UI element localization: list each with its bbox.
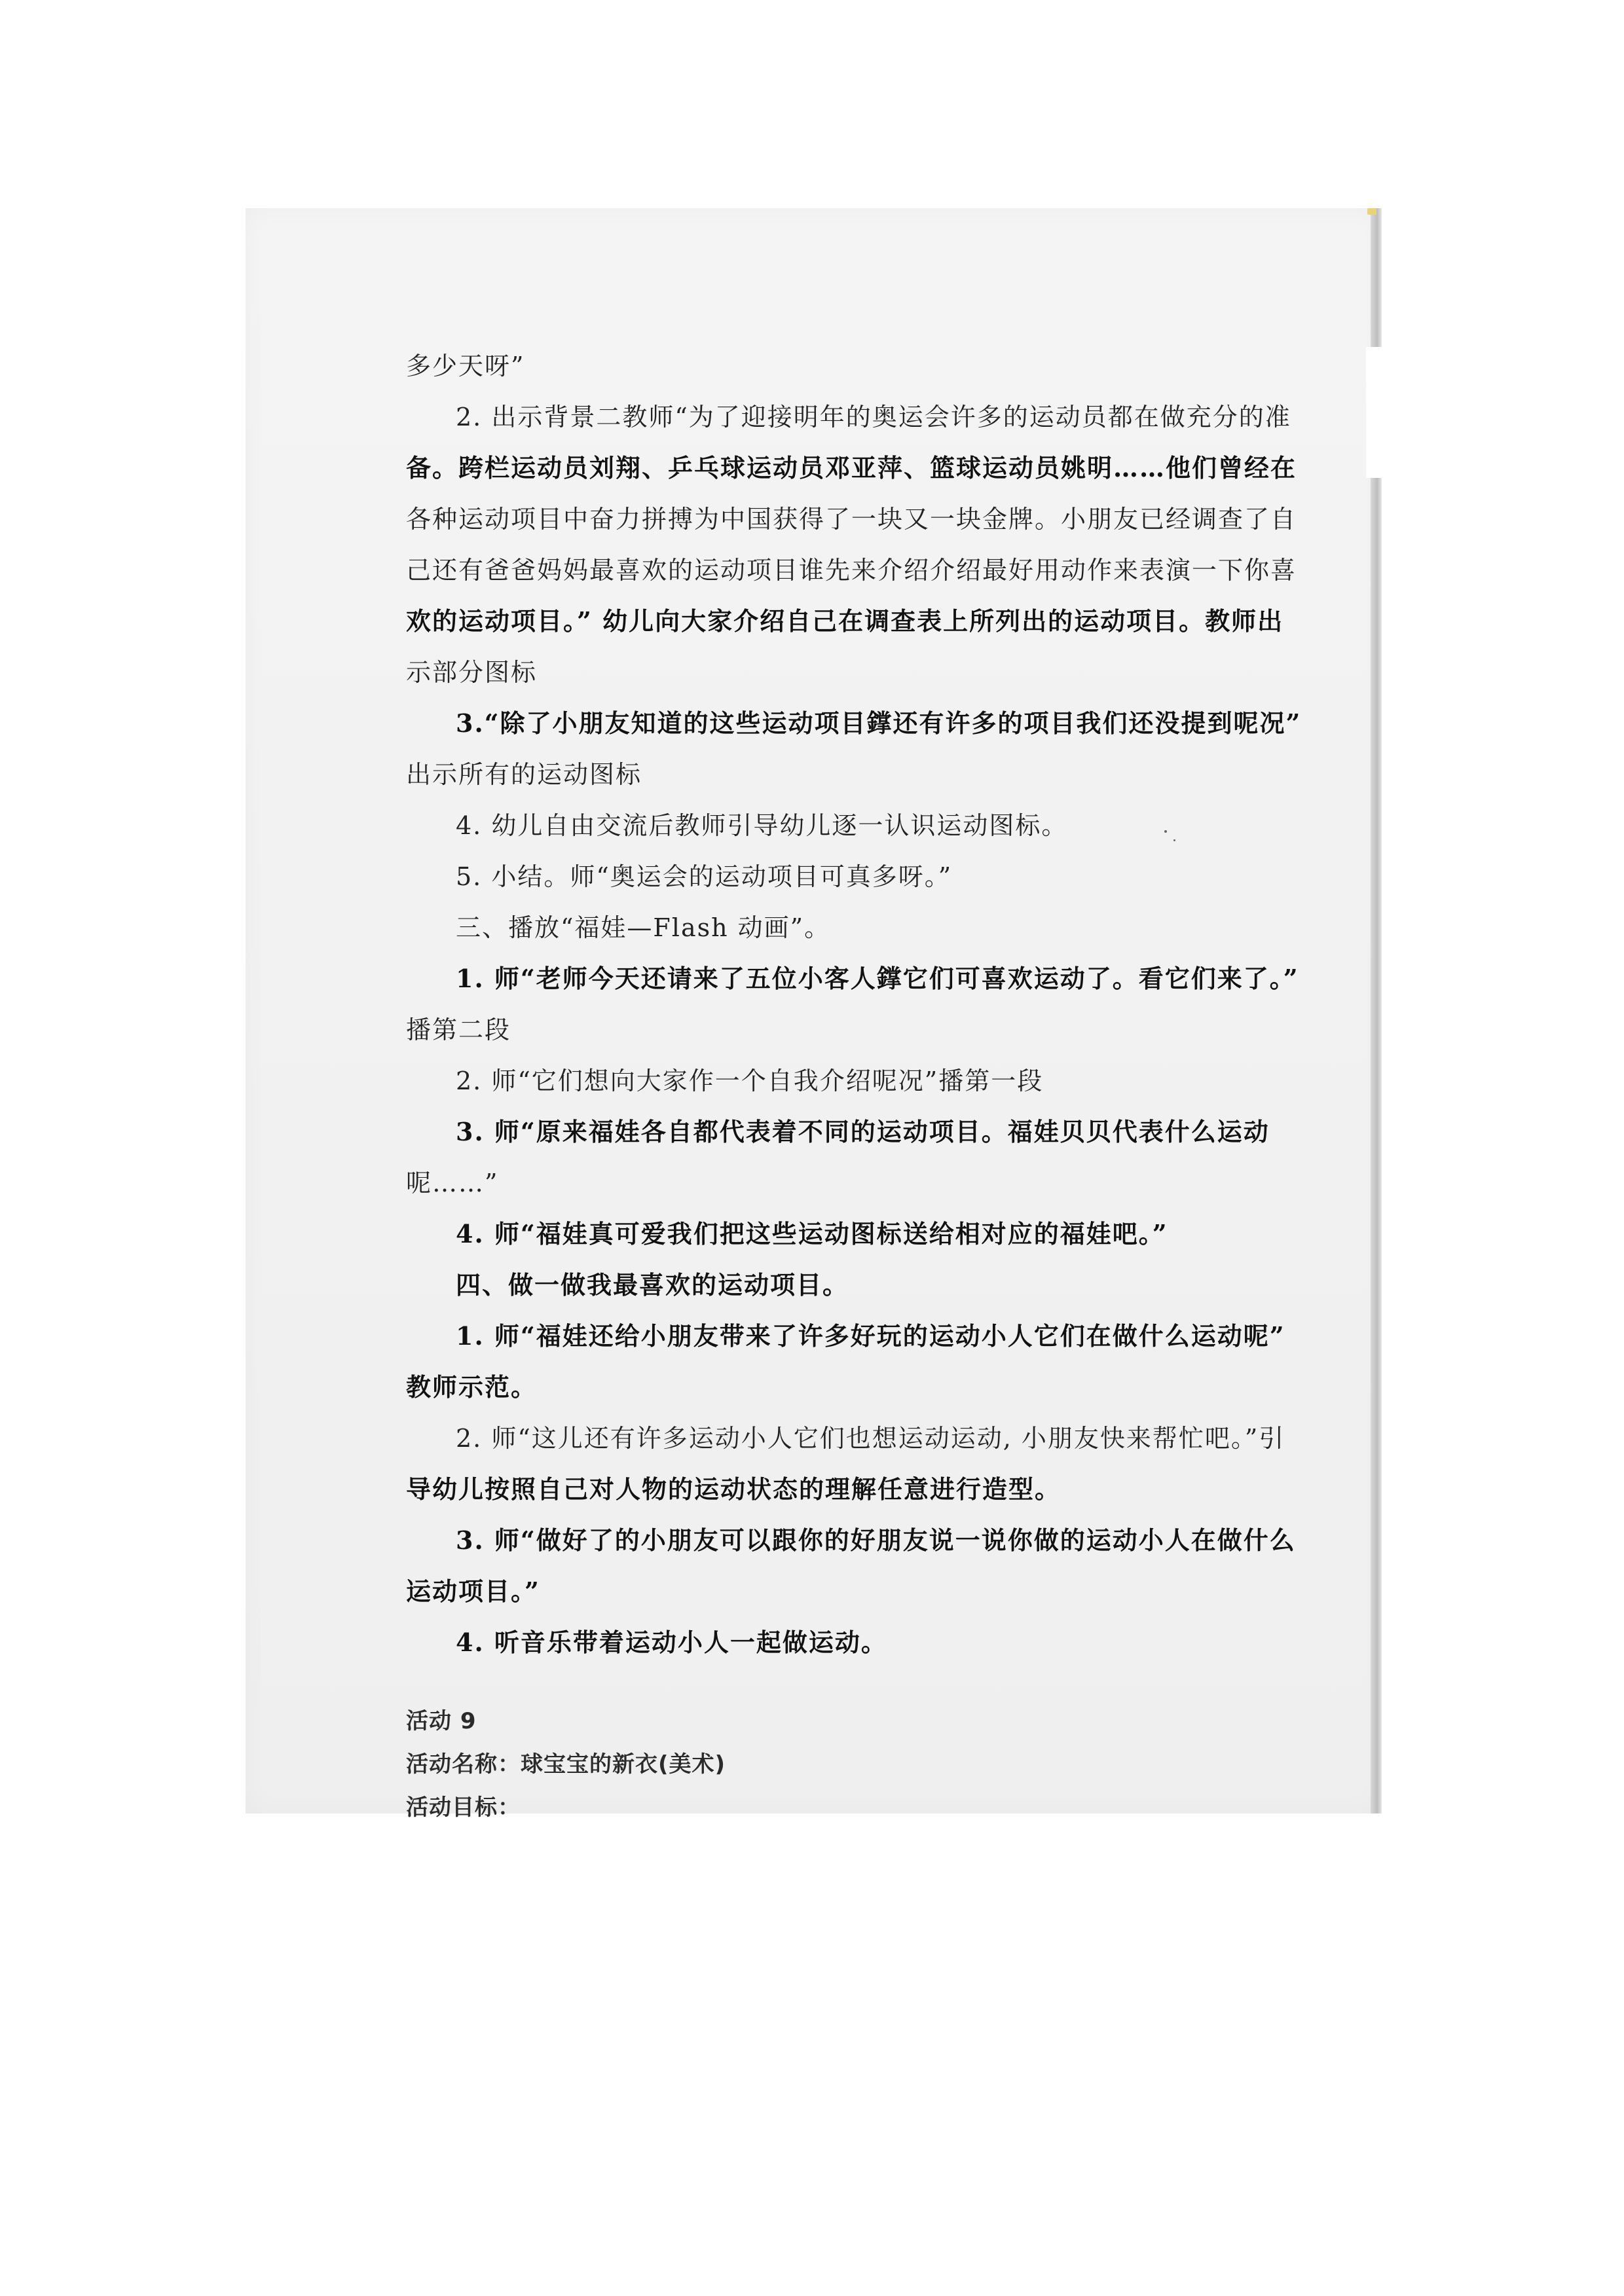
section-gap (406, 1668, 1270, 1700)
scan-edge-notch (1366, 347, 1382, 478)
text-line: 4. 幼儿自由交流后教师引导幼儿逐一认识运动图标。 (456, 811, 1068, 840)
text-line: 3.“除了小朋友知道的这些运动项目鐣还有许多的项目我们还没提到呢况” (456, 708, 1302, 738)
text-line: 备。跨栏运动员刘翔、乒乓球运动员邓亚萍、篮球运动员姚明……他们曾经在 (406, 453, 1297, 483)
activity-number: 活动 9 (406, 1708, 477, 1734)
text-line: 示部分图标 (406, 658, 538, 687)
text-line: 1. 师“老师今天还请来了五位小客人鐣它们可喜欢运动了。看它们来了。” (456, 964, 1299, 993)
activity-goal: 活动目标： (406, 1795, 521, 1821)
text-line: 各种运动项目中奋力拼搏为中国获得了一块又一块金牌。小朋友已经调查了自 (406, 505, 1297, 534)
text-line: 2. 师“它们想向大家作一个自我介绍呢况”播第一段 (456, 1066, 1044, 1095)
text-line: 1. 师“福娃还给小朋友带来了许多好玩的运动小人它们在做什么运动呢” (456, 1321, 1285, 1351)
text-line: 5. 小结。师“奥运会的运动项目可真多呀。” (456, 862, 953, 891)
text-line: 四、做一做我最喜欢的运动项目。 (456, 1270, 849, 1300)
text-line: 2. 出示背景二教师“为了迎接明年的奥运会许多的运动员都在做充分的准 (456, 403, 1291, 431)
text-line: 4. 听音乐带着运动小人一起做运动。 (456, 1628, 887, 1657)
text-line: 呢……” (406, 1169, 499, 1197)
text-line: 4. 师“福娃真可爱我们把这些运动图标送给相对应的福娃吧。” (456, 1219, 1168, 1248)
corner-mark (1367, 208, 1376, 215)
text-line: 三、播放“福娃—Flash 动画”。 (456, 913, 831, 942)
text-line: 己还有爸爸妈妈最喜欢的运动项目谁先来介绍介绍最好用动作来表演一下你喜 (406, 556, 1297, 585)
text-line: 播第二段 (406, 1015, 511, 1044)
text-line: 3. 师“做好了的小朋友可以跟你的好朋友说一说你做的运动小人在做什么 (456, 1525, 1296, 1555)
text-line: 欢的运动项目。” 幼儿向大家介绍自己在调查表上所列出的运动项目。教师出 (406, 606, 1284, 636)
text-line: 2. 师“这儿还有许多运动小人它们也想运动运动, 小朋友快来帮忙吧。”引 (456, 1424, 1285, 1453)
text-line: 3. 师“原来福娃各自都代表着不同的运动项目。福娃贝贝代表什么运动 (456, 1117, 1270, 1146)
activity-name: 活动名称：球宝宝的新衣(美术) (406, 1751, 726, 1777)
text-line: 出示所有的运动图标 (406, 760, 642, 789)
text-line: 运动项目。” (406, 1576, 540, 1606)
text-line: 多少天呀” (406, 352, 525, 380)
text-line: 教师示范。 (406, 1372, 538, 1402)
document-body (406, 340, 1302, 1829)
text-line: 导幼儿按照自己对人物的运动状态的理解任意进行造型。 (406, 1474, 1061, 1504)
